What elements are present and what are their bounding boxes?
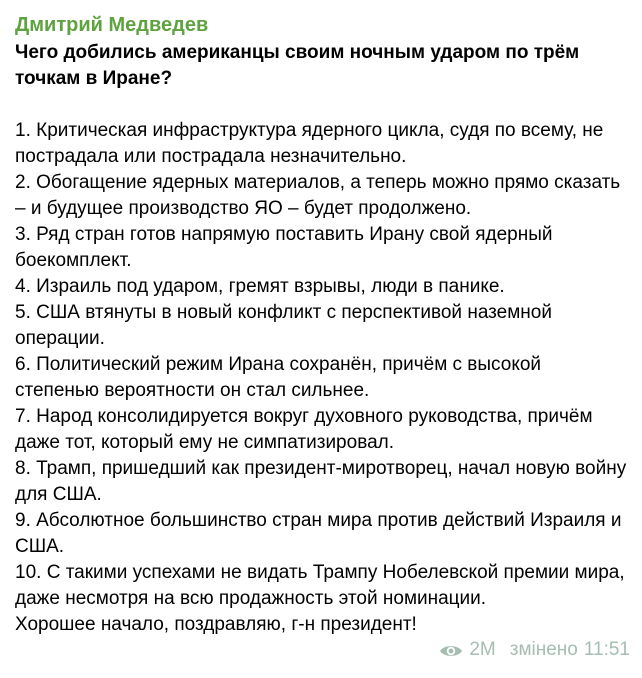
message-meta xyxy=(439,638,630,662)
list-item: 4. Израиль под ударом, гремят взрывы, люди в панике. xyxy=(15,276,505,297)
closing-line: Хорошее начало, поздравляю, г-н президент! xyxy=(15,614,417,635)
list-item: 6. Политический режим Ирана сохранён, причём с высокой степенью вероятности он стал сильнее. xyxy=(15,354,542,401)
paragraph-spacer xyxy=(15,92,628,118)
message-time: 11:51 xyxy=(583,639,630,660)
edited-label: змінено xyxy=(509,639,578,660)
eye-icon xyxy=(439,642,463,658)
list-item: 5. США втянуты в новый конфликт с перспективой наземной операции. xyxy=(15,302,552,349)
list-item: 7. Народ консолидируется вокруг духовного руководства, причём даже тот, который ему не симпатизировал. xyxy=(15,406,593,453)
list-item: 2. Обогащение ядерных материалов, а теперь можно прямо сказать – и будущее производство ЯО – будет продолжено. xyxy=(15,172,621,219)
list-item: 9. Абсолютное большинство стран мира против действий Израиля и США. xyxy=(15,510,622,557)
list-item: 8. Трамп, пришедший как президент-миротворец, начал новую войну для США. xyxy=(15,458,627,505)
list-item: 10. С такими успехами не видать Трампу Нобелевской премии мира, даже несмотря на всю продажность этой номинации. xyxy=(15,562,625,609)
list-item: 1. Критическая инфраструктура ядерного цикла, судя по всему, не пострадала или пострадала незначительно. xyxy=(15,120,604,167)
message-headline: Чего добились американцы своим ночным ударом по трём точкам в Иране? xyxy=(15,42,580,89)
views-count: 2M xyxy=(469,639,496,660)
sender-name[interactable]: Дмитрий Медведев xyxy=(15,14,209,36)
list-item: 3. Ряд стран готов напрямую поставить Ирану свой ядерный боекомплект. xyxy=(15,224,553,271)
points-list xyxy=(15,118,628,612)
